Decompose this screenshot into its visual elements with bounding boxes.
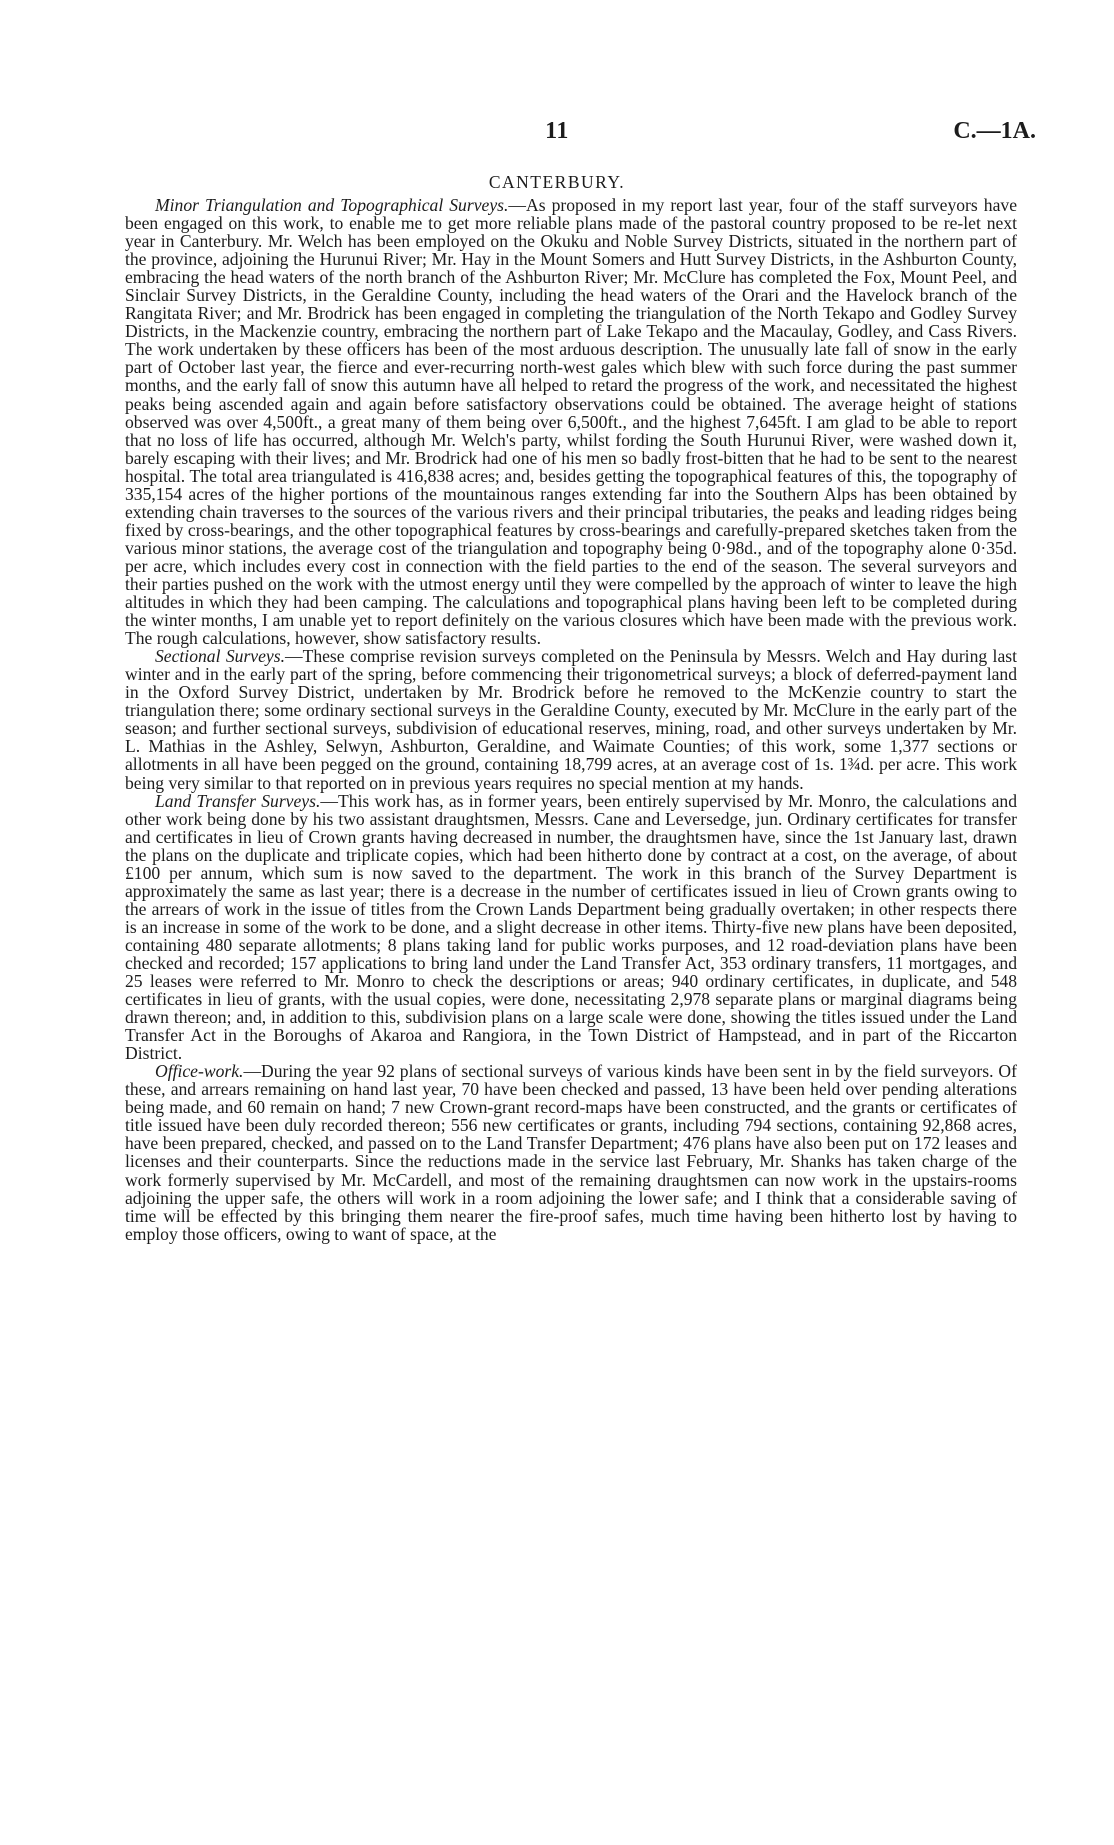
page-number: 11 <box>545 118 569 144</box>
paragraph-lead-heading: Land Transfer Surveys. <box>155 790 321 811</box>
report-body <box>125 196 1017 1243</box>
paragraph-lead-heading: Minor Triangulation and Topographical Surveys. <box>155 195 509 215</box>
paragraph-text: —As proposed in my report last year, four of the staff surveyors have been engaged on this work, to enable me to get more reliable plans made of the pastoral country proposed to be re-let next year in Canterbury. Mr. Welch has been employed on the Okuku and Noble Survey Districts, situated in the northern part of the province, adjoining the Hurunui River; Mr. Hay in the Mount Somers and Hutt Survey Districts, in the Ashburton County, embracing the head waters of the north branch of the Ashburton River; Mr. McClure has completed the Fox, Mount Peel, and Sinclair Survey Districts, in the Geraldine County, including the head waters of the Orari and the Havelock branch of the Rangitata River; and Mr. Brodrick has been engaged in completing the triangulation of the North Tekapo and Godley Survey Districts, in the Mackenzie country, embracing the northern part of Lake Tekapo and the Macaulay, Godley, and Cass Rivers. The work undertaken by these officers has been of the most arduous description. The unusually late fall of snow in the early part of October last year, the fierce and ever-recurring north-west gales which blew with such force during the past summer months, and the early fall of snow this autumn have all helped to retard the progress of the work, and necessitated the highest peaks being ascended again and again before satisfactory observations could be obtained. The average height of stations observed was over 4,500ft., a great many of them being over 6,500ft., and the highest 7,645ft. I am glad to be able to report that no loss of life has occurred, although Mr. Welch's party, whilst fording the South Hurunui River, were washed down it, barely escaping with their lives; and Mr. Brodrick had one of his men so badly frost-bitten that he had to be sent to the nearest hospital. The total area triangulated is 416,838 acres; and, besides getting the topographical features of this, the topography of 335,154 acres of the higher portions of the mountainous ranges extending far into the Southern Alps has been obtained by extending chain traverses to the sources of the various rivers and their principal tributaries, the peaks and leading ridges being fixed by cross-bearings, and the other topographical features by cross-bearings and carefully-prepared sketches taken from the various minor stations, the average cost of the triangulation and topography being 0·98d., and of the topography alone 0·35d. per acre, which includes every cost in connection with the field parties to the end of the season. The several surveyors and their parties pushed on the work with the utmost energy until they were compelled by the approach of winter to leave the high altitudes in which they had been camping. The calculations and topographical plans having been left to be completed during the winter months, I am unable yet to report definitely on the various closures which have been made with the previous work. The rough calculations, however, show satisfactory results. <box>125 195 1017 649</box>
paragraph-text: —This work has, as in former years, been entirely supervised by Mr. Monro, the calculations and other work being done by his two assistant draughtsmen, Messrs. Cane and Leversedge, jun. Ordinary certificates for transfer and certificates in lieu of Crown grants having decreased in number, the draughtsmen have, since the 1st January last, drawn the plans on the duplicate and triplicate copies, which had been hitherto done by contract at a cost, on the average, of about £100 per annum, which sum is now saved to the department. The work in this branch of the Survey Department is approximately the same as last year; there is a decrease in the number of certificates issued in lieu of Crown grants owing to the arrears of work in the issue of titles from the Crown Lands Department being gradually overtaken; in other respects there is an increase in some of the work to be done, and a slight decrease in other items. Thirty-five new plans have been deposited, containing 480 separate allotments; 8 plans taking land for public works purposes, and 12 road-deviation plans have been checked and recorded; 157 applications to bring land under the Land Transfer Act, 353 ordinary transfers, 11 mortgages, and 25 leases were referred to Mr. Monro to check the descriptions or areas; 940 ordinary certificates, in duplicate, and 548 certificates in lieu of grants, with the usual copies, were done, necessitating 2,978 separate plans or marginal diagrams being drawn thereon; and, in addition to this, subdivision plans on a large scale were done, showing the titles issued under the Land Transfer Act in the Boroughs of Akaroa and Rangiora, in the Town District of Hampstead, and in part of the Riccarton District. <box>125 790 1018 1064</box>
paragraph-minor-triangulation <box>125 196 1017 647</box>
paragraph-land-transfer-surveys <box>125 792 1017 1063</box>
paragraph-lead-heading: Sectional Surveys. <box>155 646 285 667</box>
document-reference: C.—1A. <box>953 118 1036 144</box>
paragraph-lead-heading: Office-work. <box>155 1061 244 1082</box>
paragraph-office-work <box>125 1062 1017 1242</box>
paragraph-text: —These comprise revision surveys completed on the Peninsula by Messrs. Welch and Hay during last winter and in the early part of the spring, before commencing their trigonometrical surveys; a block of deferred-payment land in the Oxford Survey District, undertaken by Mr. Brodrick before he removed to the McKenzie country to start the triangulation there; some ordinary sectional surveys in the Geraldine County, executed by Mr. McClure in the early part of the season; and further sectional surveys, subdivision of educational reserves, mining, road, and other surveys undertaken by Mr. L. Mathias in the Ashley, Selwyn, Ashburton, Geraldine, and Waimate Counties; of this work, some 1,377 sections or allotments in all have been pegged on the ground, containing 18,799 acres, at an average cost of 1s. 1¾d. per acre. This work being very similar to that reported on in previous years requires no special mention at my hands. <box>125 646 1017 793</box>
paragraph-text: —During the year 92 plans of sectional surveys of various kinds have been sent in by the field surveyors. Of these, and arrears remaining on hand last year, 70 have been checked and passed, 13 have been held over pending alterations being made, and 60 remain on hand; 7 new Crown-grant record-maps have been constructed, and the grants or certificates of title issued have been duly recorded thereon; 556 new certificates or grants, including 794 sections, containing 92,868 acres, have been prepared, checked, and passed on to the Land Transfer Department; 476 plans have also been put on 172 leases and licenses and their counterparts. Since the reductions made in the service last February, Mr. Shanks has taken charge of the work formerly supervised by Mr. McCardell, and most of the remaining draughtsmen can now work in the upstairs-rooms adjoining the upper safe, the others will work in a room adjoining the lower safe; and I think that a considerable saving of time will be effected by this bringing them nearer the fire-proof safes, much time having been hitherto lost by having to employ those officers, owing to want of space, at the <box>125 1061 1017 1244</box>
paragraph-sectional-surveys <box>125 647 1017 791</box>
section-title: CANTERBURY. <box>488 172 626 192</box>
